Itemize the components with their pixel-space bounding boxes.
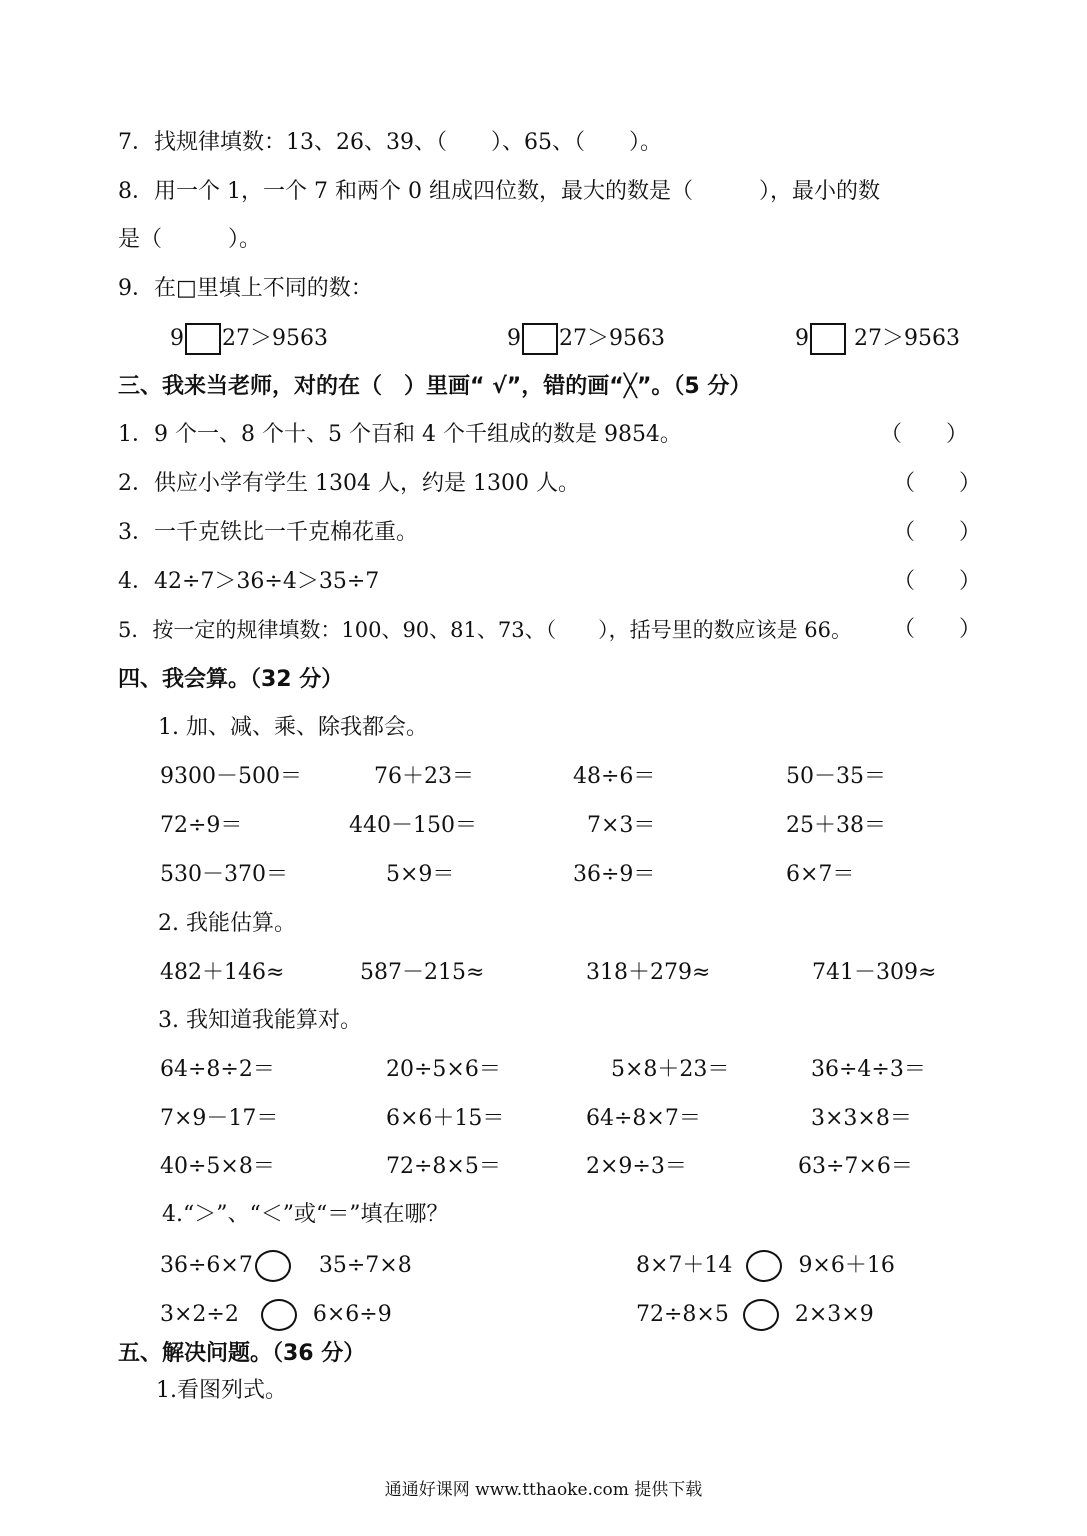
judge-item-5: 5．按一定的规律填数：100、90、81、73、（ ），括号里的数应该是 66。 (118, 618, 853, 642)
compare-left: 3×2÷2 (160, 1302, 239, 1327)
q9-item-2 (507, 323, 665, 355)
calc-item: 76＋23＝ (374, 764, 474, 789)
calc-item: 5×9＝ (386, 862, 455, 887)
calc-item: 2×9÷3＝ (586, 1154, 687, 1179)
section-4-sub-1: 1. 加、减、乘、除我都会。 (158, 715, 428, 740)
calc-item: 7×9－17＝ (160, 1106, 279, 1131)
q9-prefix: 9 (170, 326, 184, 351)
answer-box[interactable] (185, 323, 221, 355)
compare-item (636, 1299, 874, 1331)
judge-item-1: 1．9 个一、8 个十、5 个百和 4 个千组成的数是 9854。 (118, 422, 682, 447)
calc-item: 72÷9＝ (160, 813, 243, 838)
section-3-heading: 三、我来当老师，对的在（ ）里画“ √”，错的画“╳”。（5 分） (118, 374, 752, 399)
judge-answer-paren[interactable]: （ ） (893, 617, 982, 642)
calc-item: 20÷5×6＝ (386, 1057, 501, 1082)
answer-box[interactable] (810, 323, 846, 355)
compare-circle[interactable] (255, 1250, 291, 1282)
answer-box[interactable] (522, 323, 558, 355)
compare-right: 2×3×9 (794, 1302, 874, 1327)
calc-item: 64÷8×7＝ (586, 1106, 701, 1131)
section-4-sub-3: 3. 我知道我能算对。 (158, 1008, 362, 1033)
calc-item: 72÷8×5＝ (386, 1154, 501, 1179)
estimate-item: 587－215≈ (360, 960, 485, 985)
calc-item: 50－35＝ (786, 764, 886, 789)
calc-item: 36÷4÷3＝ (811, 1057, 926, 1082)
section-5-heading: 五、解决问题。（36 分） (118, 1341, 366, 1366)
calc-item: 440－150＝ (349, 813, 477, 838)
compare-left: 72÷8×5 (636, 1302, 729, 1327)
section-4-heading: 四、我会算。（32 分） (118, 667, 344, 692)
compare-right: 6×6÷9 (312, 1302, 392, 1327)
judge-answer-paren[interactable]: （ ） (893, 520, 982, 545)
q9-suffix: 27＞9563 (854, 326, 960, 351)
section-4-sub-4: 4.“＞”、“＜”或“＝”填在哪？ (162, 1202, 449, 1227)
question-8-line-2: 是（ ）。 (118, 227, 262, 252)
estimate-item: 318＋279≈ (586, 960, 711, 985)
q9-item-1 (170, 323, 328, 355)
section-4-sub-2: 2. 我能估算。 (158, 911, 296, 936)
calc-item: 25＋38＝ (786, 813, 886, 838)
question-8-line-1: 8．用一个 1，一个 7 和两个 0 组成四位数，最大的数是（ ），最小的数 (118, 179, 880, 204)
question-9: 9．在□里填上不同的数： (118, 276, 373, 301)
compare-circle[interactable] (261, 1299, 297, 1331)
calc-item: 5×8＋23＝ (611, 1057, 730, 1082)
calc-item: 36÷9＝ (573, 862, 656, 887)
estimate-item: 482＋146≈ (160, 960, 285, 985)
judge-answer-paren[interactable]: （ ） (893, 569, 982, 594)
compare-left: 8×7＋14 (636, 1253, 733, 1278)
calc-item: 6×7＝ (786, 862, 855, 887)
compare-item (160, 1299, 392, 1331)
calc-item: 3×3×8＝ (811, 1106, 912, 1131)
calc-item: 9300－500＝ (160, 764, 302, 789)
compare-item (160, 1250, 412, 1282)
estimate-item: 741－309≈ (812, 960, 937, 985)
q9-suffix: 27＞9563 (559, 326, 665, 351)
q9-prefix: 9 (507, 326, 521, 351)
q9-prefix: 9 (795, 326, 809, 351)
compare-right: 35÷7×8 (318, 1253, 412, 1278)
section-5-sub-1: 1.看图列式。 (156, 1378, 287, 1403)
calc-item: 63÷7×6＝ (798, 1154, 913, 1179)
judge-item-4: 4．42÷7＞36÷4＞35÷7 (118, 569, 380, 594)
compare-right: 9×6＋16 (798, 1253, 895, 1278)
q9-item-3 (795, 323, 960, 355)
calc-item: 530－370＝ (160, 862, 288, 887)
compare-circle[interactable] (743, 1299, 779, 1331)
calc-item: 6×6＋15＝ (386, 1106, 505, 1131)
compare-item (636, 1250, 895, 1282)
q9-suffix: 27＞9563 (222, 326, 328, 351)
judge-item-2: 2．供应小学有学生 1304 人，约是 1300 人。 (118, 471, 580, 496)
calc-item: 40÷5×8＝ (160, 1154, 275, 1179)
judge-answer-paren[interactable]: （ ） (893, 471, 982, 496)
judge-item-3: 3．一千克铁比一千克棉花重。 (118, 520, 418, 545)
judge-answer-paren[interactable]: （ ） (880, 422, 969, 447)
compare-circle[interactable] (746, 1250, 782, 1282)
compare-left: 36÷6×7 (160, 1253, 253, 1278)
calc-item: 64÷8÷2＝ (160, 1057, 275, 1082)
calc-item: 7×3＝ (587, 813, 656, 838)
question-7: 7．找规律填数：13、26、39、（ ）、65、（ ）。 (118, 130, 662, 155)
page-footer: 通通好课网 www.tthaoke.com 提供下载 (384, 1480, 703, 1500)
calc-item: 48÷6＝ (573, 764, 656, 789)
